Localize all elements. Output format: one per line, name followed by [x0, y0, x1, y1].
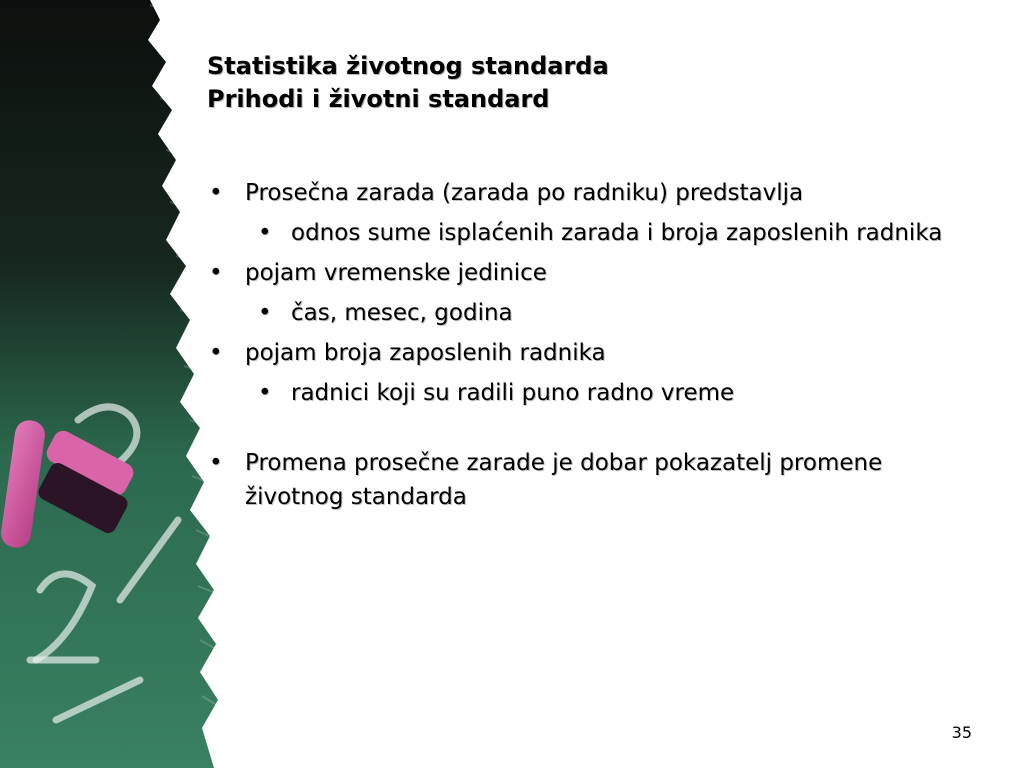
list-item-text: pojam vremenske jedinice	[245, 260, 547, 286]
title-line-2: Prihodi i životni standard	[207, 85, 550, 113]
bullet-icon: •	[209, 260, 223, 286]
chalkboard-decoration	[0, 0, 220, 768]
list-item-text: čas, mesec, godina	[291, 300, 513, 326]
bullet-icon: •	[258, 300, 272, 326]
list-item-text: radnici koji su radili puno radno vreme	[291, 380, 735, 406]
bullet-icon: •	[209, 180, 223, 206]
bullet-list	[207, 176, 977, 520]
list-item-text: Prosečna zarada (zarada po radniku) predstavlja	[245, 180, 804, 206]
chalkboard-background	[0, 0, 218, 768]
title-line-1: Statistika životnog standarda	[207, 52, 609, 80]
slide-title	[207, 50, 967, 116]
list-item	[207, 296, 977, 330]
bullet-icon: •	[258, 380, 272, 406]
list-item	[207, 256, 977, 290]
list-item	[207, 176, 977, 210]
list-item-text: Promena prosečne zarade je dobar pokazatelj promene životnog standarda	[245, 450, 883, 510]
list-item	[207, 446, 977, 514]
list-item-text: pojam broja zaposlenih radnika	[245, 340, 606, 366]
list-item	[207, 376, 977, 410]
bullet-icon: •	[209, 450, 223, 476]
list-item-text: odnos sume isplaćenih zarada i broja zaposlenih radnika	[291, 220, 943, 246]
list-item	[207, 336, 977, 370]
list-item	[207, 216, 977, 250]
bullet-icon: •	[258, 220, 272, 246]
bullet-icon: •	[209, 340, 223, 366]
page-number: 35	[951, 723, 972, 742]
